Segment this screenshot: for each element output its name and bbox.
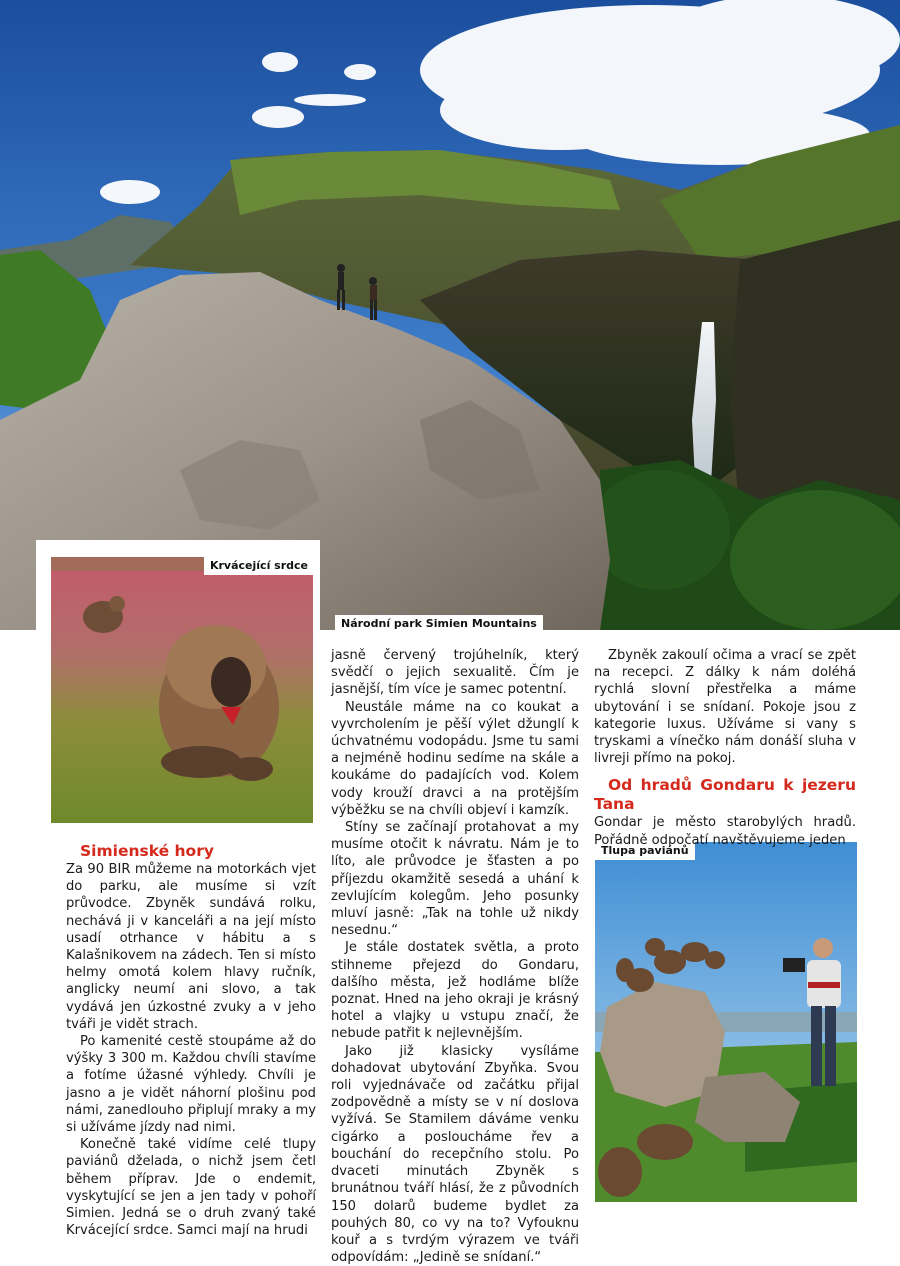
section-heading-gondar: Od hradů Gondaru k jezeru Tana (594, 776, 856, 814)
simien-landscape-illustration (0, 0, 900, 630)
paragraph: Stíny se začínají protahovat a my musíme otočit k návratu. Nám je to líto, ale průvodce je šťasten a po příjezdu okamžitě sesedá a uhání k zevlujícím kolegům. Jeho posunky mluví jasně: „Tak na tohle už nikdy nesednu.“ (331, 820, 579, 939)
paragraph: Konečně také vidíme celé tlupy paviánů dželada, o nichž jsem četl během příprav. Jde o endemit, vyskytující se jen a jen tady v pohoří Simien. Jedná se o druh zvaný také Krvácející srdce. Samci mají na hrudi (66, 1137, 316, 1239)
paragraph: Je stále dostatek světla, a proto stihneme přejezd do Gondaru, dalšího města, jež hodláme blíže poznat. Hned na jeho okraji je krásný hotel a vlajky u vstupu značí, že nebude patřit k nejlevnějším. (331, 940, 579, 1042)
paragraph: Za 90 BIR můžeme na motorkách vjet do parku, ale musíme si vzít průvodce. Zbyněk sundává rolku, nechává ji v kanceláři a na její místo usadí otrhance v hábitu a s Kalašnikovem na zádech. Ten si místo helmy omotá kolem hlavy ručník, anglicky neumí ani slovo, a tak vydává jen úzkostné zvuky a v jeho tváři je vidět strach. (66, 862, 316, 1032)
inset-photo-baboon-troop (595, 842, 857, 1202)
article-column-3 (594, 647, 856, 849)
article-column-2 (331, 647, 579, 1266)
gelada-baboon-photo (51, 557, 313, 823)
article-column-1 (66, 842, 316, 1239)
paragraph: jasně červený trojúhelník, který svědčí o jejich sexualitě. Čím je jasnější, tím více je samec potentní. (331, 648, 579, 698)
paragraph: Neustále máme na co koukat a vyvrcholením je pěší výlet džunglí k úchvatnému vodopádu. Jsme tu sami a nejméně hodinu sedíme na skále a koukáme do padajících vod. Kolem vody krouží dravci a na protějším výběžku se na chvíli objeví i kamzík. (331, 699, 579, 818)
hero-caption: Národní park Simien Mountains (335, 615, 543, 630)
baboon-troop-illustration (595, 842, 857, 1202)
paragraph: Gondar je město starobylých hradů. Pořádně odpočatí navštěvujeme jeden (594, 815, 856, 848)
inset-photo-frame-bleeding-heart (36, 540, 320, 830)
section-heading-simien: Simienské hory (80, 842, 214, 860)
paragraph: Zbyněk zakoulí očima a vrací se zpět na recepci. Z dálky k nám doléhá rychlá slovní přestřelka a máme ubytování i se snídaní. Pokoje jsou z kategorie luxus. Užíváme si vany s tryskami a vínečko nám donáší sluha v livreji přímo na pokoj. (594, 648, 856, 767)
hero-photo (0, 0, 900, 630)
gelada-illustration (51, 557, 313, 823)
paragraph: Po kamenité cestě stoupáme až do výšky 3 300 m. Každou chvíli stavíme a fotíme úžasné výhledy. Chvíli je jasno a je vidět náhorní plošinu pod námi, zanedlouho připlují mraky a my si užíváme jízdy nad nimi. (66, 1034, 316, 1136)
paragraph: Jako již klasicky vysíláme dohadovat ubytování Zbyňka. Svou roli vyjednávače od začátku přijal zodpovědně a místy se v ní doslova vyžívá. Se Stamilem dáváme venku cigárko a posloucháme řev a bouchání do recepčního stolu. Po dvaceti minutách Zbyněk s brunátnou tváří hlásí, že z původních 150 dolarů budeme bydlet za pouhých 80, co vy na to? Vyfouknu kouř a s tvrdým výrazem ve tváři odpovídám: „Jedině se snídaní.“ (331, 1043, 579, 1266)
inset-top-caption: Krvácející srdce (204, 557, 314, 575)
inset-bottom-caption: Tlupa paviánů (595, 842, 695, 860)
